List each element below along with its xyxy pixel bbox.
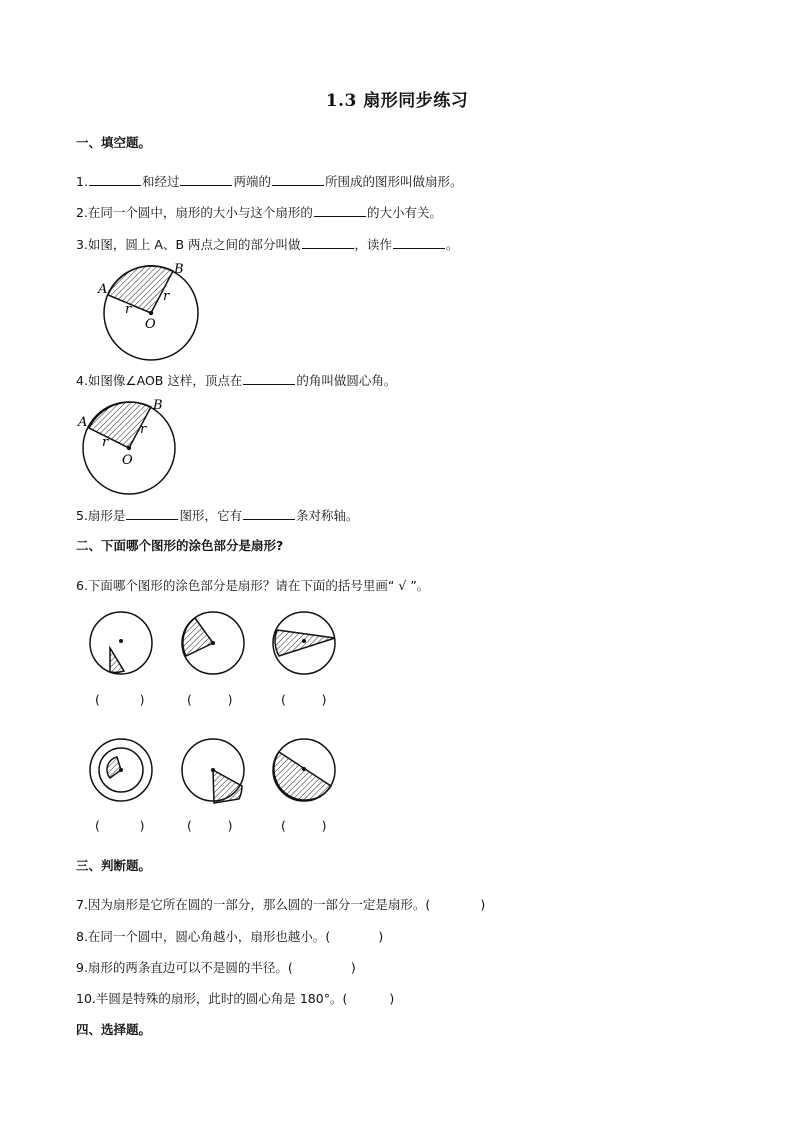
- sector-figure-q4: [75, 396, 185, 496]
- option-figure-3: [271, 610, 339, 676]
- question-1: 1. 和经过 两端的 所围成的图形叫做扇形。: [76, 174, 463, 189]
- label-r: r: [125, 302, 132, 317]
- answer-blank[interactable]: [89, 173, 141, 186]
- option-figure-5: [180, 736, 248, 806]
- label-r: r: [140, 422, 147, 437]
- question-10: 10.半圆是特殊的扇形，此时的圆心角是 180°。( ): [76, 991, 395, 1006]
- answer-blank[interactable]: [126, 507, 178, 520]
- label-r: r: [102, 435, 109, 450]
- section-heading-multiple-choice: 四、选择题。: [76, 1022, 152, 1037]
- label-r: r: [163, 289, 170, 304]
- answer-parentheses[interactable]: ( ): [187, 692, 233, 707]
- answer-parentheses[interactable]: ( ): [281, 818, 327, 833]
- answer-blank[interactable]: [272, 173, 324, 186]
- label-a: A: [78, 415, 88, 430]
- question-8: 8.在同一个圆中，圆心角越小，扇形也越小。( ): [76, 929, 384, 944]
- page-title: 1.3 扇形同步练习: [325, 91, 469, 111]
- label-o: O: [122, 453, 133, 468]
- answer-blank[interactable]: [302, 236, 354, 249]
- label-b: B: [153, 398, 163, 413]
- section-heading-true-false: 三、判断题。: [76, 858, 152, 873]
- section-heading-which-sector: 二、下面哪个图形的涂色部分是扇形?: [76, 538, 284, 553]
- label-o: O: [145, 317, 156, 332]
- question-2: 2.在同一个圆中，扇形的大小与这个扇形的 的大小有关。: [76, 205, 442, 220]
- answer-blank[interactable]: [314, 204, 366, 217]
- answer-parentheses[interactable]: ( ): [95, 818, 145, 833]
- answer-blank[interactable]: [243, 507, 295, 520]
- question-5: 5.扇形是 图形，它有 条对称轴。: [76, 508, 359, 523]
- question-9: 9.扇形的两条直边可以不是圆的半径。( ): [76, 960, 356, 975]
- answer-parentheses[interactable]: ( ): [187, 818, 233, 833]
- sector-figure-q3: [95, 260, 205, 360]
- answer-parentheses[interactable]: ( ): [95, 692, 145, 707]
- label-a: A: [98, 282, 108, 297]
- answer-blank[interactable]: [243, 372, 295, 385]
- answer-parentheses[interactable]: ( ): [281, 692, 327, 707]
- question-7: 7.因为扇形是它所在圆的一部分，那么圆的一部分一定是扇形。( ): [76, 897, 486, 912]
- option-figure-4: [88, 736, 156, 804]
- section-heading-fill-blank: 一、填空题。: [76, 135, 152, 150]
- question-4: 4.如图像∠AOB 这样，顶点在 的角叫做圆心角。: [76, 373, 397, 388]
- answer-blank[interactable]: [393, 236, 445, 249]
- option-figure-1: [88, 610, 156, 676]
- label-b: B: [174, 262, 184, 277]
- option-figure-2: [180, 610, 248, 676]
- question-3: 3.如图，圆上 A、B 两点之间的部分叫做 ，读作 。: [76, 237, 459, 252]
- answer-blank[interactable]: [180, 173, 232, 186]
- question-6: 6.下面哪个图形的涂色部分是扇形？请在下面的括号里画“ √ ”。: [76, 578, 430, 593]
- option-figure-6: [271, 736, 339, 804]
